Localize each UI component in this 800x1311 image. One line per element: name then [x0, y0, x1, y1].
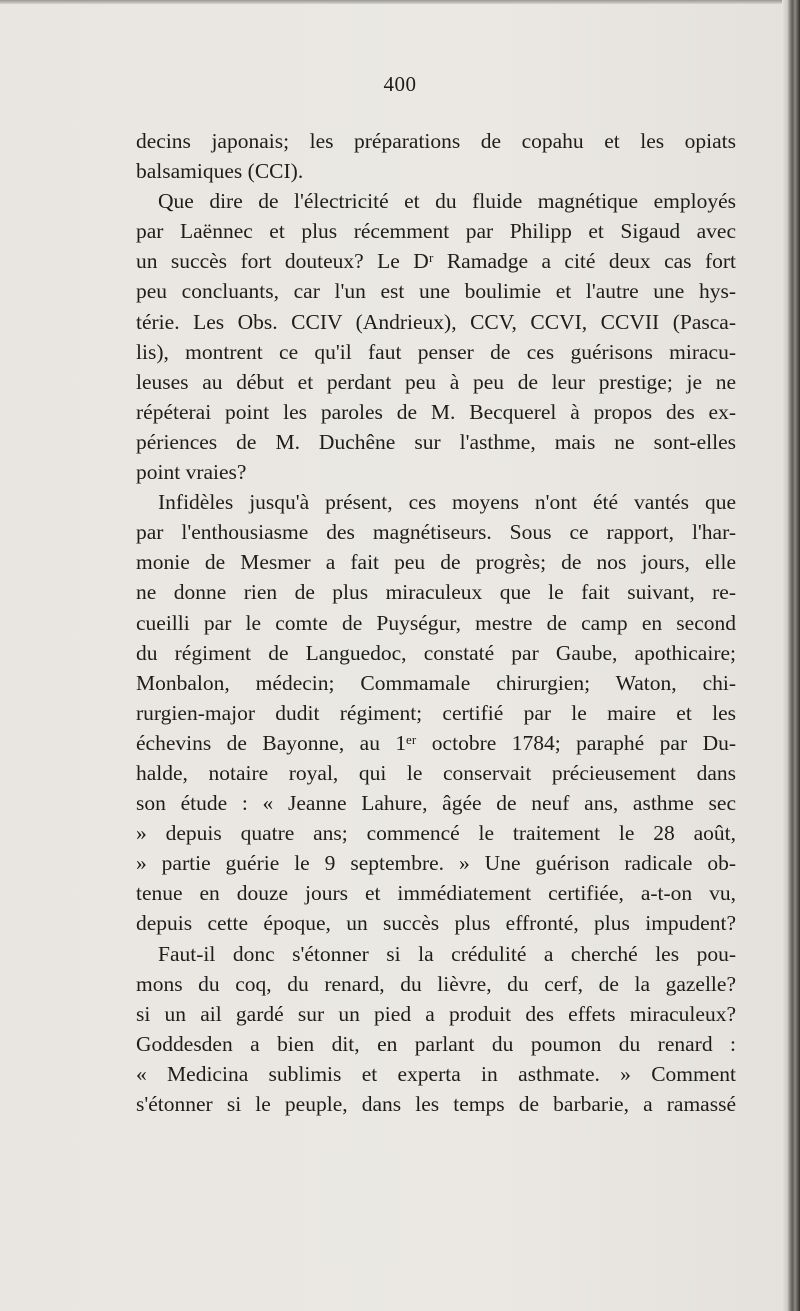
- text-line: par Laënnec et plus récemment par Philipp et Sigaud avec: [136, 219, 736, 244]
- text-line: échevins de Bayonne, au 1ᵉʳ octobre 1784; paraphé par Du-: [136, 730, 736, 755]
- text-line: son étude : « Jeanne Lahure, âgée de neuf ans, asthme sec: [136, 791, 736, 816]
- text-line: un succès fort douteux? Le Dʳ Ramadge a cité deux cas fort: [136, 249, 736, 274]
- page-top-edge: [0, 0, 790, 4]
- text-line: monie de Mesmer a fait peu de progrès; de nos jours, elle: [136, 550, 736, 575]
- text-line: balsamiques (CCI).: [136, 159, 304, 184]
- text-line: périences de M. Duchêne sur l'asthme, mais ne sont-elles: [136, 429, 736, 454]
- text-line: s'étonner si le peuple, dans les temps de barbarie, a ramassé: [136, 1092, 736, 1116]
- text-line: Monbalon, médecin; Commamale chirurgien; Waton, chi-: [136, 670, 736, 695]
- text-line: tenue en douze jours et immédiatement certifiée, a-t-on vu,: [136, 881, 736, 906]
- text-line: cueilli par le comte de Puységur, mestre de camp en second: [136, 610, 736, 635]
- text-line: » depuis quatre ans; commencé le traitement le 28 août,: [136, 821, 736, 846]
- text-line: Faut-il donc s'étonner si la crédulité a cherché les pou-: [158, 941, 736, 966]
- text-line: mons du coq, du renard, du lièvre, du cerf, de la gazelle?: [136, 971, 736, 996]
- text-line: depuis cette époque, un succès plus effronté, plus impudent?: [136, 911, 736, 936]
- text-line: « Medicina sublimis et experta in asthmate. » Comment: [136, 1061, 736, 1086]
- text-line: halde, notaire royal, qui le conservait précieusement dans: [136, 760, 736, 785]
- text-line: » partie guérie le 9 septembre. » Une guérison radicale ob-: [136, 851, 736, 876]
- book-binding-edge: [788, 0, 800, 1311]
- text-line: Goddesden a bien dit, en parlant du poumon du renard :: [136, 1031, 736, 1056]
- text-line: ne donne rien de plus miraculeux que le fait suivant, re-: [136, 580, 736, 605]
- text-line: leuses au début et perdant peu à peu de leur prestige; je ne: [136, 369, 736, 394]
- text-line: point vraies?: [136, 460, 247, 485]
- text-line: decins japonais; les préparations de copahu et les opiats: [136, 129, 736, 153]
- page-number: 400: [383, 72, 417, 96]
- text-line: si un ail gardé sur un pied a produit des effets miraculeux?: [136, 1001, 736, 1026]
- text-line: térie. Les Obs. CCIV (Andrieux), CCV, CCVI, CCVII (Pasca-: [136, 309, 736, 334]
- body-text: [136, 126, 736, 1119]
- text-line: peu concluants, car l'un est une boulimie et l'autre une hys-: [136, 279, 736, 304]
- text-line: du régiment de Languedoc, constaté par Gaube, apothicaire;: [136, 640, 736, 665]
- text-line: lis), montrent ce qu'il faut penser de ces guérisons miracu-: [136, 339, 736, 364]
- text-line: Que dire de l'électricité et du fluide magnétique employés: [158, 189, 736, 214]
- text-line: par l'enthousiasme des magnétiseurs. Sous ce rapport, l'har-: [136, 520, 736, 545]
- text-line: rurgien-major dudit régiment; certifié par le maire et les: [136, 700, 736, 725]
- text-line: Infidèles jusqu'à présent, ces moyens n'ont été vantés que: [158, 490, 736, 515]
- text-line: répéterai point les paroles de M. Becquerel à propos des ex-: [136, 399, 736, 424]
